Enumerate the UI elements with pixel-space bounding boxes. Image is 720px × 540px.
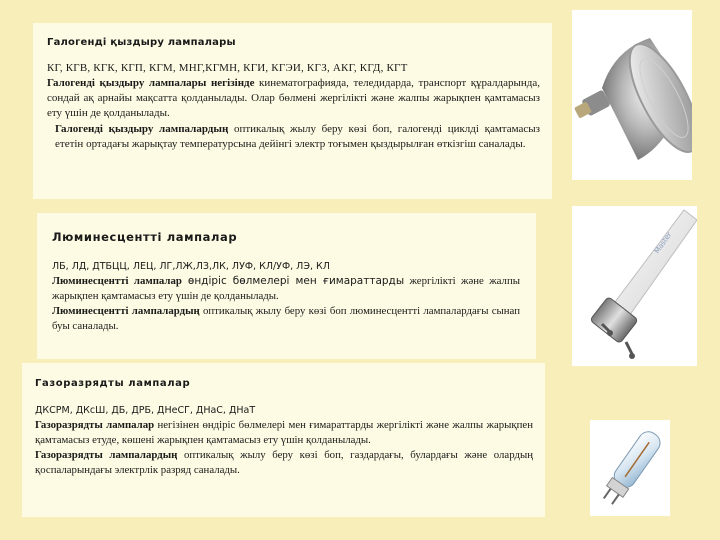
fluorescent-p1-sans: өндіріс бөлмелері мен ғимараттарды <box>181 275 405 287</box>
halogen-codes: КГ, КГВ, КГК, КГП, КГМ, МНГ,КГМН, КГИ, КГЭИ, КГЗ, АКГ, КГД, КГТ <box>47 62 408 74</box>
fluorescent-heading: Люминесцентті лампалар <box>52 230 238 244</box>
gas-p2-lead: Газоразрядты лампалардың <box>35 449 178 461</box>
fluorescent-paragraph-2 <box>52 304 520 334</box>
fluorescent-p2-text: оптикалық жылу беру көзі боп люминесцентті лампалардағы сынап буы саналады. <box>52 305 520 332</box>
halogen-paragraph-1 <box>47 76 540 122</box>
halogen-p1-lead: Галогенді қыздыру лампалары негізінде <box>47 77 255 89</box>
halogen-p2-lead: Галогенді қыздыру лампалардың <box>55 122 229 135</box>
gas-codes: ДКСРМ, ДКсШ, ДБ, ДРБ, ДНеСГ, ДНаС, ДНаТ <box>35 405 256 416</box>
fluorescent-p1-text: жергілікті және жалпы жарықпен қамтамасыз ету үшін де қолданылады. <box>52 275 520 302</box>
fluorescent-paragraph-1 <box>52 274 520 304</box>
fluorescent-lamps-panel <box>37 213 536 359</box>
gas-discharge-lamps-panel <box>22 363 545 517</box>
fluorescent-p1-lead: Люминесцентті лампалар <box>52 275 182 287</box>
halogen-lamp-image <box>572 10 692 180</box>
halogen-heading: Галогенді қыздыру лампалары <box>47 37 236 48</box>
gas-p1-lead: Газоразрядты лампалар <box>35 419 155 431</box>
gas-paragraph-2 <box>35 448 533 478</box>
gas-p1-text: негізінен өндіріс бөлмелері мен ғимараттарды жергілікті және жалпы жарықпен қамтамасыз етуде, көшені жарықпен қамтамасыз ету үшін қолданылады. <box>35 419 533 446</box>
fluorescent-p2-lead: Люминесцентті лампалардың <box>52 305 200 317</box>
halogen-paragraph-2 <box>47 122 540 152</box>
halogen-p1-text: кинематографияда, теледидарда, транспорт құралдарында, сондай ақ арнайы мақсатта қолданылады. Олар бөлмені жергілікті және жалпы жарықпен қамтамасыз ету үшін де қолданылады. <box>47 77 540 120</box>
gas-paragraph-1 <box>35 418 533 448</box>
fluorescent-codes: ЛБ, ЛД, ДТБЦЦ, ЛЕЦ, ЛГ,ЛЖ,ЛЗ,ЛК, ЛУФ, КЛ/УФ, ЛЭ, КЛ <box>52 261 330 272</box>
halogen-p2-text: оптикалық жылу беру көзі боп, галогенді циклді қамтамасыз ететін ортадағы жарықтау температурсына дейінгі электр тоғымен қыздырылған өткізгіш саналады. <box>55 122 540 150</box>
halogen-lamps-panel <box>33 23 552 199</box>
gas-discharge-lamp-image <box>590 420 670 516</box>
gas-p2-text: оптикалық жылу беру көзі боп, газдардағы, булардағы және олардың қоспаларындағы электрлік разряд саналады. <box>35 449 533 476</box>
gas-heading: Газоразрядты лампалар <box>35 378 191 389</box>
fluorescent-tube-image <box>572 206 697 366</box>
svg-text:Master: Master <box>653 230 674 256</box>
